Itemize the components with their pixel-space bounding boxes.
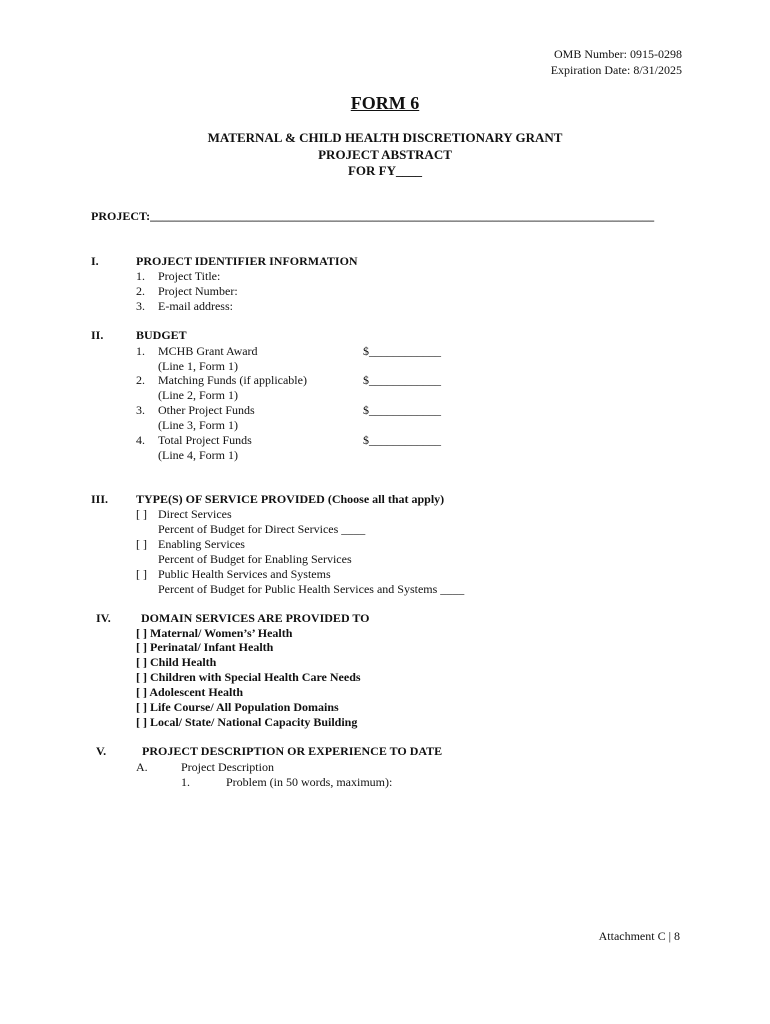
- direct-services-checkbox[interactable]: [ ]: [136, 507, 147, 521]
- domain-option[interactable]: [ ] Adolescent Health: [136, 685, 243, 699]
- direct-services-percent: Percent of Budget for Direct Services ____: [158, 522, 366, 536]
- s2-item-num: 4.: [136, 433, 145, 447]
- budget-line-ref: (Line 4, Form 1): [158, 448, 238, 462]
- s2-item-num: 1.: [136, 344, 145, 358]
- direct-services-label: Direct Services: [158, 507, 232, 521]
- problem-label: Problem (in 50 words, maximum):: [226, 775, 393, 789]
- form-title: FORM 6: [350, 93, 420, 113]
- domain-option[interactable]: [ ] Local/ State/ National Capacity Building: [136, 715, 358, 729]
- problem-item-num: 1.: [181, 775, 190, 789]
- domain-option[interactable]: [ ] Life Course/ All Population Domains: [136, 700, 339, 714]
- project-title-field: Project Title:: [158, 269, 221, 283]
- domain-option[interactable]: [ ] Children with Special Health Care Needs: [136, 670, 361, 684]
- expiration-date: Expiration Date: 8/31/2025: [550, 63, 682, 77]
- section-3-title: TYPE(S) OF SERVICE PROVIDED (Choose all that apply): [136, 492, 445, 506]
- enabling-services-checkbox[interactable]: [ ]: [136, 537, 147, 551]
- header-line-2: PROJECT ABSTRACT: [318, 146, 452, 162]
- project-number-field: Project Number:: [158, 284, 238, 298]
- section-3-numeral: III.: [91, 492, 109, 506]
- enabling-services-percent: Percent of Budget for Enabling Services: [158, 552, 352, 566]
- omb-info: [551, 46, 682, 78]
- subsection-letter: A.: [136, 760, 148, 774]
- section-4-title: DOMAIN SERVICES ARE PROVIDED TO: [141, 611, 370, 625]
- public-health-services-checkbox[interactable]: [ ]: [136, 567, 147, 581]
- public-health-services-label: Public Health Services and Systems: [158, 567, 331, 581]
- section-5-title: PROJECT DESCRIPTION OR EXPERIENCE TO DATE: [142, 744, 443, 758]
- budget-line-ref: (Line 1, Form 1): [158, 359, 238, 373]
- matching-funds-label: Matching Funds (if applicable): [158, 373, 307, 387]
- section-4-numeral: IV.: [96, 611, 111, 625]
- omb-number: OMB Number: 0915-0298: [554, 47, 682, 61]
- email-address-field: E-mail address:: [158, 299, 233, 313]
- s1-item-num: 3.: [136, 299, 145, 313]
- s1-item-num: 2.: [136, 284, 145, 298]
- public-health-services-percent: Percent of Budget for Public Health Services and Systems ____: [158, 582, 465, 596]
- budget-line-ref: (Line 3, Form 1): [158, 418, 238, 432]
- domain-option[interactable]: [ ] Child Health: [136, 655, 217, 669]
- total-project-funds-label: Total Project Funds: [158, 433, 252, 447]
- section-1-numeral: I.: [91, 254, 99, 268]
- header-line-3: FOR FY____: [347, 163, 423, 178]
- header-line-1: MATERNAL & CHILD HEALTH DISCRETIONARY GRANT: [207, 130, 563, 145]
- matching-funds-field[interactable]: $____________: [363, 373, 441, 387]
- s2-item-num: 2.: [136, 373, 145, 387]
- project-field[interactable]: PROJECT:____________________________________________________________________________________: [91, 209, 655, 223]
- section-1-title: PROJECT IDENTIFIER INFORMATION: [136, 254, 358, 268]
- enabling-services-label: Enabling Services: [158, 537, 245, 551]
- document-header: [0, 130, 770, 180]
- s2-item-num: 3.: [136, 403, 145, 417]
- domain-option[interactable]: [ ] Perinatal/ Infant Health: [136, 640, 274, 654]
- domain-option[interactable]: [ ] Maternal/ Women’s’ Health: [136, 626, 293, 640]
- mchb-grant-award-label: MCHB Grant Award: [158, 344, 258, 358]
- s1-item-num: 1.: [136, 269, 145, 283]
- budget-line-ref: (Line 2, Form 1): [158, 388, 238, 402]
- section-5-numeral: V.: [96, 744, 107, 758]
- mchb-grant-award-field[interactable]: $____________: [363, 344, 441, 358]
- other-project-funds-label: Other Project Funds: [158, 403, 255, 417]
- page-footer: Attachment C | 8: [598, 929, 680, 943]
- other-project-funds-field[interactable]: $____________: [363, 403, 441, 417]
- section-2-title: BUDGET: [136, 328, 187, 342]
- total-project-funds-field[interactable]: $____________: [363, 433, 441, 447]
- section-2-numeral: II.: [91, 328, 104, 342]
- project-description-label: Project Description: [181, 760, 274, 774]
